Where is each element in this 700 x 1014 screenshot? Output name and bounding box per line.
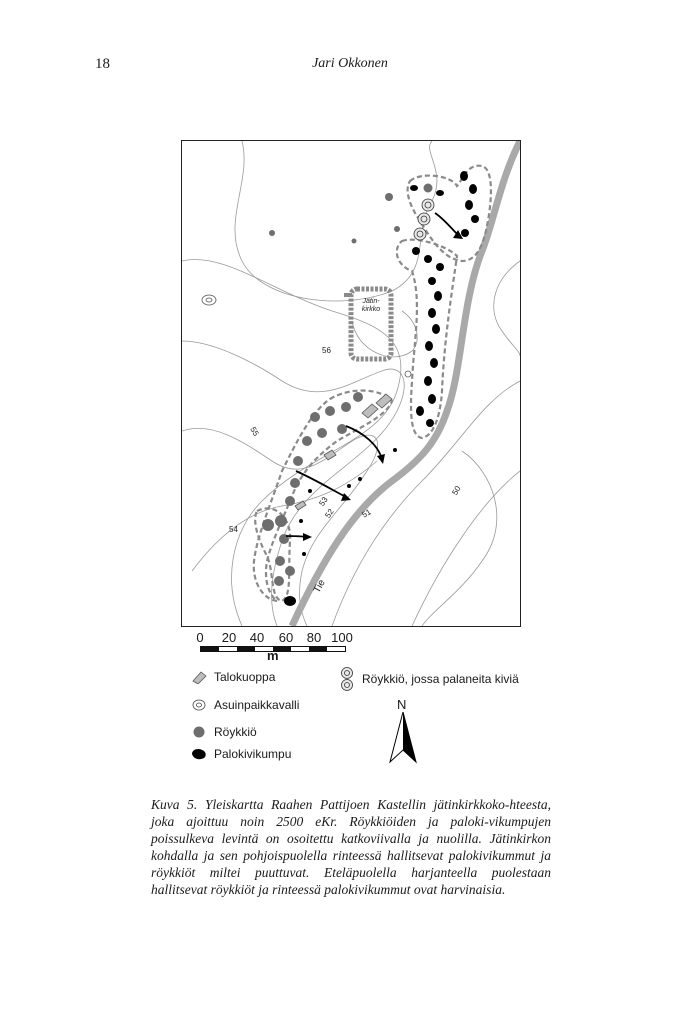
burnt-mound-icon: [190, 747, 208, 761]
scale-tick: 0: [196, 630, 204, 645]
scale-unit: m: [267, 648, 279, 663]
contour-label-55: 55: [248, 425, 261, 438]
contour-label-50: 50: [450, 484, 463, 497]
contour-label-52: 52: [323, 507, 336, 520]
road-label: Tie: [311, 577, 328, 596]
giant-church-label-line1: Jätin-: [362, 298, 380, 305]
legend-item-cairn-burnt-stones: [338, 666, 519, 692]
figure-caption: Kuva 5. Yleiskartta Raahen Pattijoen Kastellin jätinkirkkoko-hteesta, joka ajoittuu noin 2500 eKr. Röykkiöiden ja paloki-vikumpujen poissulkeva levintä on osoitettu katkoviivalla ja nuolilla. Jätinkirkon kohdalla ja sen pohjoispuolella rinteessä hallitsevat palokivikummut ja röykkiöt miltei puuttuvat. Eteläpuolella harjanteella puolestaan hallitsevat röykkiöt ja rinteessä palokivikummut ovat harvinaisia.: [151, 797, 551, 897]
giant-church-label: [352, 298, 390, 314]
site-map: [181, 140, 521, 627]
legend-label: Röykkiö: [214, 725, 257, 739]
legend-item-house-pit: [190, 670, 275, 684]
contour-label-54: 54: [229, 525, 238, 534]
legend-item-burnt-mound: [190, 747, 291, 761]
contour-label-56: 56: [322, 346, 331, 355]
contour-label-51: 51: [360, 507, 373, 520]
scale-tick: 80: [306, 630, 322, 645]
contour-lines: [182, 141, 520, 626]
cairns-burnt-stones: [414, 199, 434, 240]
scale-tick: 60: [278, 630, 294, 645]
scale-bar: [196, 630, 356, 664]
contour-label-53: 53: [317, 495, 330, 508]
road: [292, 141, 520, 626]
giant-church-label-line2: kirkko: [361, 306, 381, 313]
scale-tick: 40: [249, 630, 265, 645]
legend-item-cairn: [190, 725, 257, 739]
scale-tick: 100: [331, 630, 353, 645]
legend-item-dwelling-rampart: [190, 698, 299, 712]
burnt-mounds: [284, 171, 479, 606]
running-title: Jari Okkonen: [312, 56, 388, 71]
dwelling-rampart-icon: [190, 698, 208, 712]
cairn-burnt-stones-icon: [338, 666, 356, 692]
legend-label: Asuinpaikkavalli: [214, 698, 300, 712]
legend-label: Röykkiö, jossa palaneita kiviä: [362, 672, 519, 686]
page-number: 18: [95, 56, 110, 72]
church-entrance: [344, 293, 352, 297]
arrowheads: [303, 230, 463, 541]
north-arrow: [388, 697, 418, 767]
legend-label: Palokivikumpu: [214, 747, 292, 761]
legend-label: Talokuoppa: [214, 670, 276, 684]
cairn-icon: [190, 725, 208, 739]
house-pit-icon: [190, 670, 208, 684]
map-drawing: [182, 141, 520, 626]
north-label: N: [397, 697, 407, 712]
north-arrow-icon: [388, 712, 418, 766]
scale-tick: 20: [221, 630, 237, 645]
